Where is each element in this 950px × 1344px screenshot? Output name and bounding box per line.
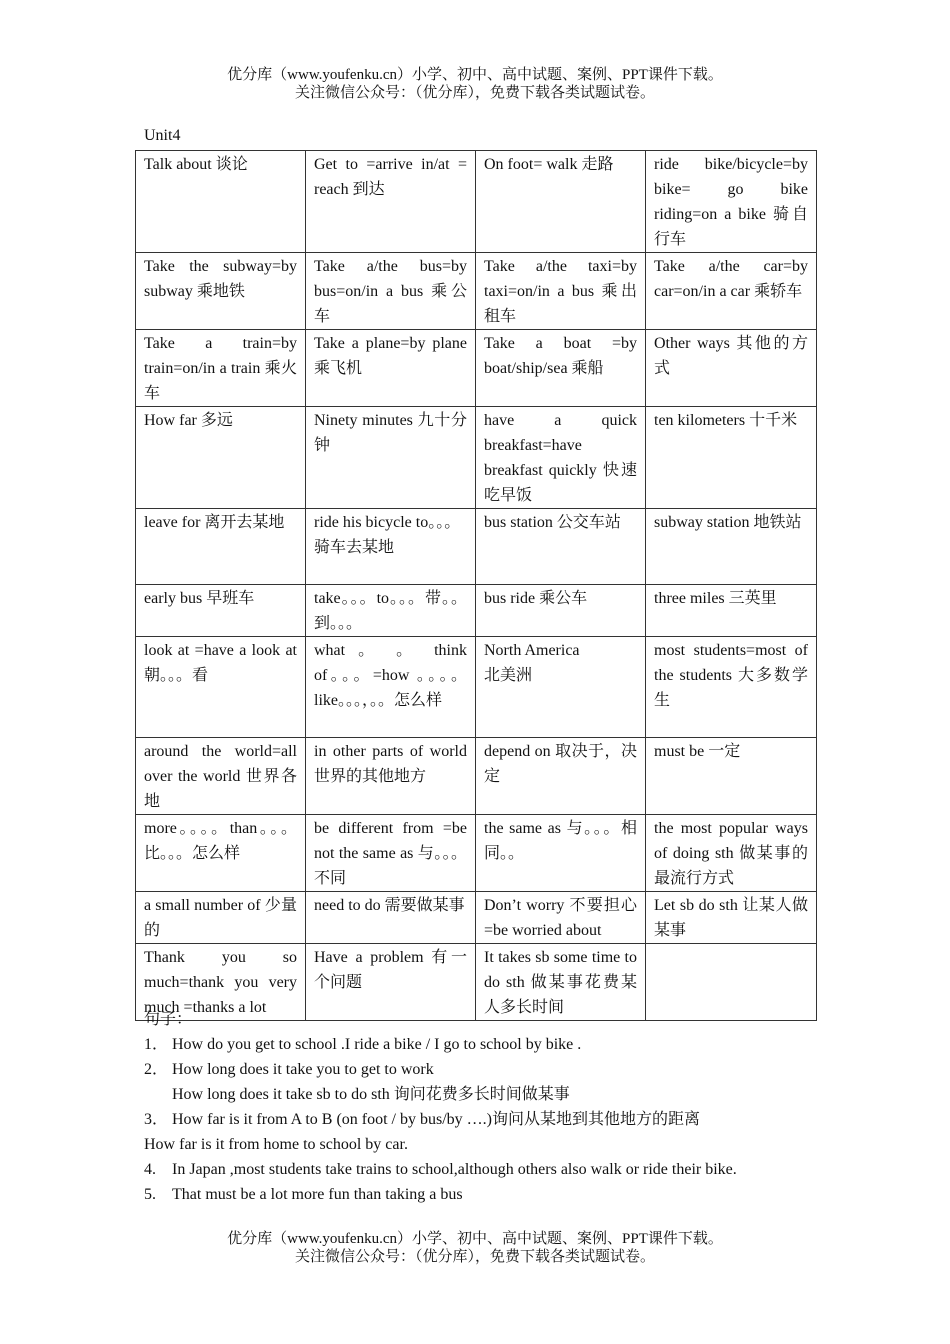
table-cell: Take a/the car=by car=on/in a car 乘轿车 [646,253,817,330]
table-cell: around the world=all over the world 世界各地 [136,738,306,815]
table-cell: Other ways 其他的方式 [646,330,817,407]
table-cell: need to do 需要做某事 [306,892,476,944]
table-cell: Don’t worry 不要担心=be worried about [476,892,646,944]
table-cell: most students=most of the students 大多数学生 [646,637,817,738]
sentence-number: 4. [144,1161,156,1178]
table-cell: look at =have a look at 朝。。。看 [136,637,306,738]
table-cell: Take the subway=by subway 乘地铁 [136,253,306,330]
table-cell: On foot= walk 走路 [476,151,646,253]
table-cell: a small number of 少量的 [136,892,306,944]
table-cell: bus ride 乘公车 [476,585,646,637]
table-cell: depend on 取决于，决定 [476,738,646,815]
sentence-text: How do you get to school .I ride a bike / I go to school by bike . [172,1036,582,1053]
table-cell: be different from =be not the same as 与。。。不同 [306,815,476,892]
table-row [136,892,817,944]
table-cell: ride his bicycle to。。。 骑车去某地 [306,509,476,585]
table-row [136,815,817,892]
unit-title: Unit4 [144,127,181,144]
header-line-2: 关注微信公众号：（优分库），免费下载各类试题试卷。 [294,85,655,101]
sentence-text: In Japan ,most students take trains to school,although others also walk or ride their bike. [172,1161,737,1178]
table-cell: Take a/the bus=by bus=on/in a bus 乘公车 [306,253,476,330]
table-cell: Take a boat =by boat/ship/sea 乘船 [476,330,646,407]
sentence-text: How far is it from A to B (on foot / by bus/by ….)询问从某地到其他地方的距离 [172,1111,700,1128]
table-cell: more。。。。than。。。比。。。怎么样 [136,815,306,892]
table-cell: the most popular ways of doing sth 做某事的最流行方式 [646,815,817,892]
table-cell: three miles 三英里 [646,585,817,637]
table-cell: Ninety minutes 九十分钟 [306,407,476,509]
sentence-4 [144,1157,737,1182]
table-cell: Thank you so much=thank you very much =thanks a lot [136,944,306,1021]
table-cell: ride bike/bicycle=by bike= go bike riding=on a bike 骑自行车 [646,151,817,253]
header-line-1: 优分库（www.youfenku.cn）小学、初中、高中试题、案例、PPT课件下载。 [227,67,723,83]
sentence-2 [144,1057,737,1082]
vocabulary-table [135,150,817,1021]
table-cell: subway station 地铁站 [646,509,817,585]
sentences-section [144,1007,737,1207]
sentence-3-detail: How far is it from home to school by car. [144,1136,408,1153]
table-cell: Take a plane=by plane 乘飞机 [306,330,476,407]
table-cell: Take a/the taxi=by taxi=on/in a bus 乘出租车 [476,253,646,330]
table-cell: in other parts of world 世界的其他地方 [306,738,476,815]
table-cell: early bus 早班车 [136,585,306,637]
table-cell: what 。 。 think of。。。=how 。。。。like。。。，。。怎么样 [306,637,476,738]
table-cell: Take a train=by train=on/in a train 乘火车 [136,330,306,407]
footer-line-1: 优分库（www.youfenku.cn）小学、初中、高中试题、案例、PPT课件下载。 [227,1231,723,1247]
table-row [136,509,817,585]
table-cell: bus station 公交车站 [476,509,646,585]
table-row [136,738,817,815]
table-row [136,253,817,330]
table-cell: ten kilometers 十千米 [646,407,817,509]
table-cell: take。。。to。。。带。。到。。。 [306,585,476,637]
table-cell: How far 多远 [136,407,306,509]
sentence-number: 1． [144,1036,169,1053]
footer-line-2: 关注微信公众号：（优分库），免费下载各类试题试卷。 [294,1249,655,1265]
sentence-3 [144,1107,737,1132]
table-cell: must be 一定 [646,738,817,815]
table-row [136,151,817,253]
table-cell: have a quick breakfast=have breakfast quickly 快速吃早饭 [476,407,646,509]
sentence-1 [144,1032,737,1057]
table-cell: It takes sb some time to do sth 做某事花费某人多长时间 [476,944,646,1021]
table-cell: Get to =arrive in/at = reach 到达 [306,151,476,253]
sentence-number: 2． [144,1061,169,1078]
table-cell: the same as 与。。。相同。。 [476,815,646,892]
sentences-heading: 句子： [144,1011,193,1028]
page-footer [0,1230,950,1266]
sentence-text: That must be a lot more fun than taking a bus [172,1186,463,1203]
page-header [0,66,950,102]
table-cell: Talk about 谈论 [136,151,306,253]
sentence-5 [144,1182,737,1207]
table-row [136,637,817,738]
table-cell: Have a problem 有一个问题 [306,944,476,1021]
table-row [136,330,817,407]
table-cell: Let sb do sth 让某人做某事 [646,892,817,944]
table-row [136,585,817,637]
table-cell: leave for 离开去某地 [136,509,306,585]
vocabulary-table-body [136,151,817,1021]
sentence-text: How long does it take you to get to work [172,1061,434,1078]
table-row [136,407,817,509]
sentence-2-detail: How long does it take sb to do sth 询问花费多长时间做某事 [172,1086,570,1103]
table-cell: North America 北美洲 [476,637,646,738]
sentence-number: 5. [144,1186,156,1203]
sentence-number: 3． [144,1111,169,1128]
